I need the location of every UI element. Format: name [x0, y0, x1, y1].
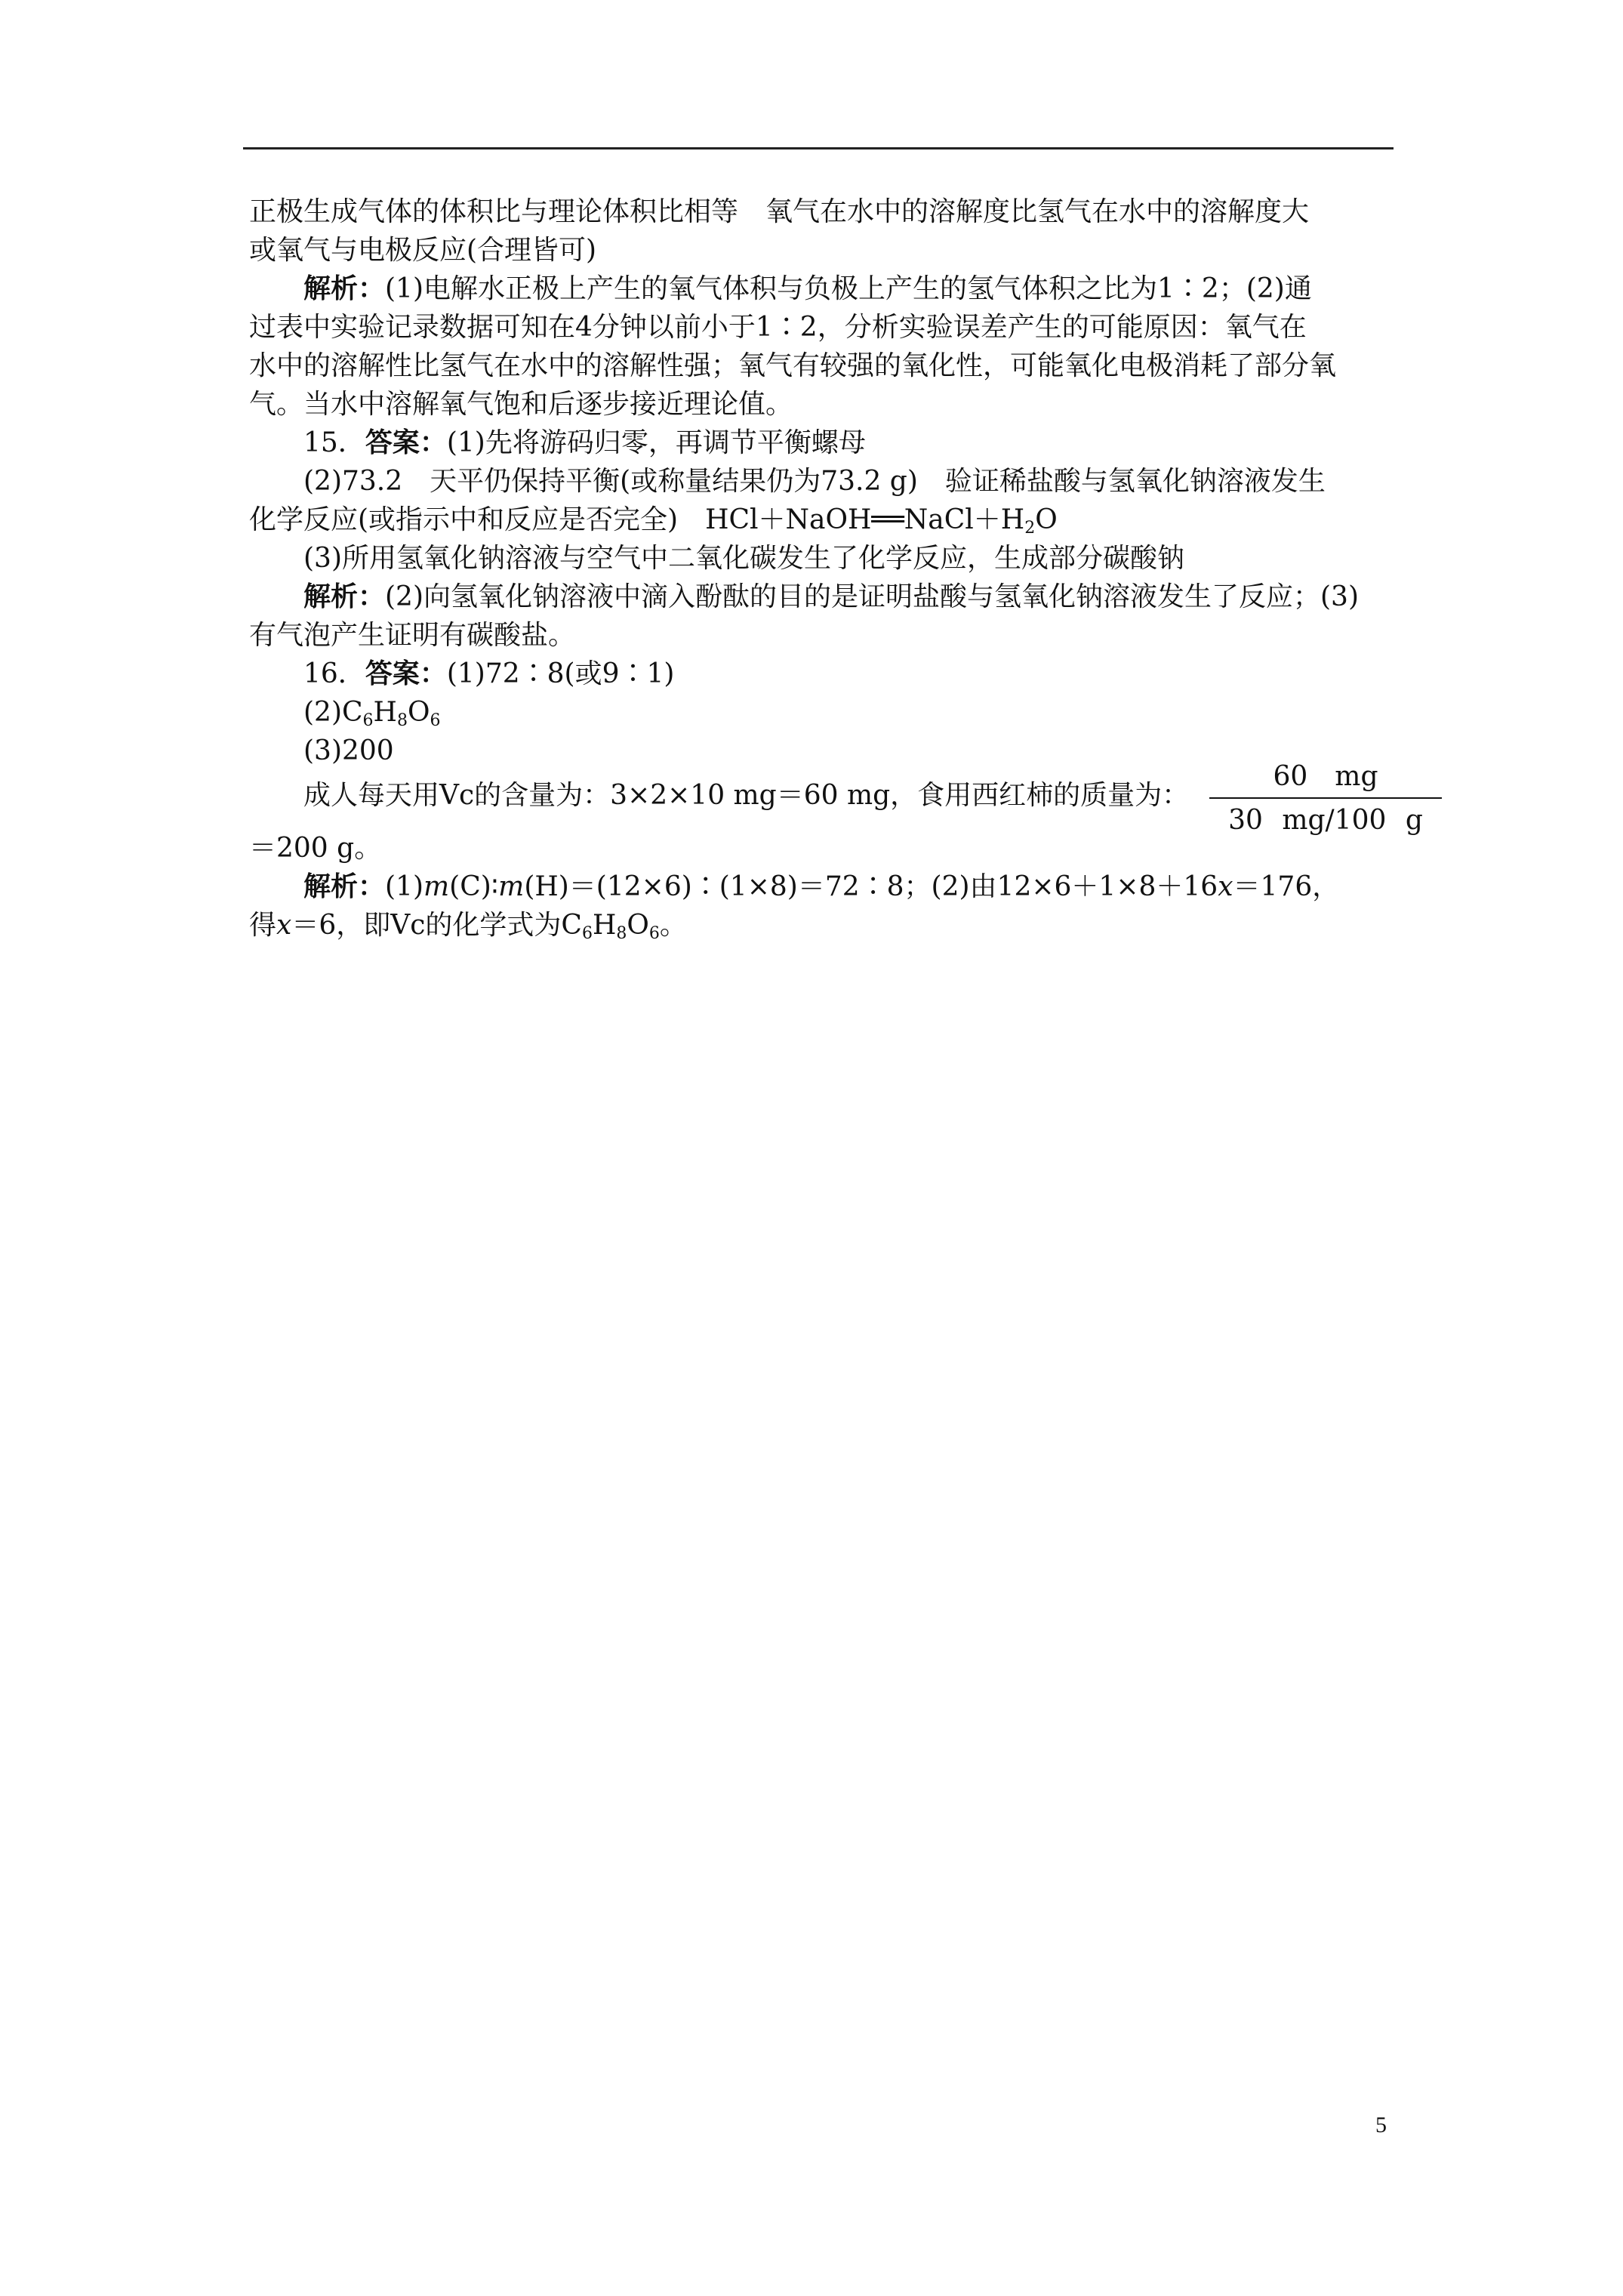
analysis-line: [249, 868, 1397, 906]
analysis-line: [249, 270, 1397, 308]
text-line: [249, 462, 1397, 501]
text-span: (1)72∶8(或9∶1): [446, 658, 675, 689]
text-span: 或氧气与电极反应(合理皆可): [249, 235, 597, 266]
text-line: [249, 385, 1397, 424]
subscript: 2: [1024, 519, 1036, 538]
text-span: (3)200: [303, 735, 394, 766]
analysis-label: 解析：: [303, 581, 386, 612]
text-line: [249, 616, 1397, 655]
italic-symbol: x: [276, 910, 292, 941]
text-span: 有气泡产生证明有碳酸盐。: [249, 620, 576, 651]
analysis-label: 解析：: [303, 871, 386, 902]
text-span: 化学反应(或指示中和反应是否完全) HCl＋NaOH══NaCl＋H: [249, 504, 1025, 535]
fraction-denominator: 30 mg/100 g: [1228, 805, 1423, 836]
italic-symbol: x: [1218, 871, 1233, 902]
subscript: 6: [581, 924, 593, 943]
text-span: (1)先将游码归零，再调节平衡螺母: [446, 427, 866, 458]
text-span: O: [627, 910, 649, 941]
text-span: H: [373, 697, 397, 728]
page-number: 5: [1375, 2113, 1387, 2137]
formula-line: [249, 693, 1397, 732]
text-span: (H)＝(12×6)∶(1×8)＝72∶8；(2)由12×6＋1×8＋16: [524, 871, 1218, 902]
text-line: [249, 231, 1397, 270]
text-span: 气。当水中溶解氧气饱和后逐步接近理论值。: [249, 389, 793, 420]
text-span: (C)∶: [449, 871, 499, 902]
text-span: (3)所用氢氧化钠溶液与空气中二氧化碳发生了化学反应，生成部分碳酸钠: [303, 543, 1184, 574]
text-span: 正极生成气体的体积比与理论体积比相等 氧气在水中的溶解度比氢气在水中的溶解度大: [249, 196, 1310, 227]
text-span: 过表中实验记录数据可知在4分钟以前小于1∶2，分析实验误差产生的可能原因：氧气在: [249, 312, 1307, 343]
text-span: (2)向氢氧化钠溶液中滴入酚酞的目的是证明盐酸与氢氧化钠溶液发生了反应；(3): [385, 581, 1360, 612]
text-span: 。: [659, 910, 687, 941]
text-line: [249, 308, 1397, 347]
text-span: ＝176，: [1233, 871, 1340, 902]
text-span: 得: [249, 910, 277, 941]
text-span: (2)73.2 天平仍保持平衡(或称量结果仍为73.2 g) 验证稀盐酸与氢氧化钠溶液发生: [303, 466, 1326, 497]
text-span: O: [407, 697, 430, 728]
fraction-numerator: 60 mg: [1273, 761, 1378, 792]
question-15-answer: [249, 424, 1397, 462]
calculation-line: [249, 761, 1423, 836]
text-line: [249, 193, 1397, 231]
text-span: O: [1035, 504, 1058, 535]
answer-text-block: [249, 193, 1423, 945]
text-span: H: [592, 910, 617, 941]
text-span: ＝200 g。: [249, 833, 382, 864]
text-span: (1): [385, 871, 424, 902]
subscript: 8: [396, 711, 408, 730]
answer-label: 答案：: [365, 658, 447, 689]
question-number: 16．: [303, 658, 365, 689]
analysis-line: [249, 578, 1397, 616]
text-span: 水中的溶解性比氢气在水中的溶解性强；氧气有较强的氧化性，可能氧化电极消耗了部分氧: [249, 350, 1337, 381]
fraction: [1209, 760, 1442, 838]
header-rule: [243, 147, 1394, 149]
subscript: 6: [648, 924, 660, 943]
answer-label: 答案：: [365, 427, 447, 458]
text-line: [249, 539, 1397, 578]
subscript: 6: [430, 711, 441, 730]
italic-symbol: m: [423, 871, 450, 902]
italic-symbol: m: [498, 871, 525, 902]
question-number: 15．: [303, 427, 365, 458]
text-line: [249, 347, 1397, 385]
analysis-label: 解析：: [303, 273, 386, 304]
formula-line: [249, 906, 1397, 945]
fraction-bar: [1209, 797, 1442, 799]
equation-line: [249, 501, 1397, 539]
subscript: 8: [616, 924, 627, 943]
text-span: ＝6，即Vc的化学式为C: [291, 910, 582, 941]
text-span: (2)C: [303, 697, 363, 728]
subscript: 6: [362, 711, 374, 730]
text-span: 成人每天用Vc的含量为：3×2×10 mg＝60 mg，食用西红柿的质量为：: [303, 780, 1190, 811]
question-16-answer: [249, 655, 1397, 693]
text-span: (1)电解水正极上产生的氧气体积与负极上产生的氢气体积之比为1∶2；(2)通: [385, 273, 1312, 304]
